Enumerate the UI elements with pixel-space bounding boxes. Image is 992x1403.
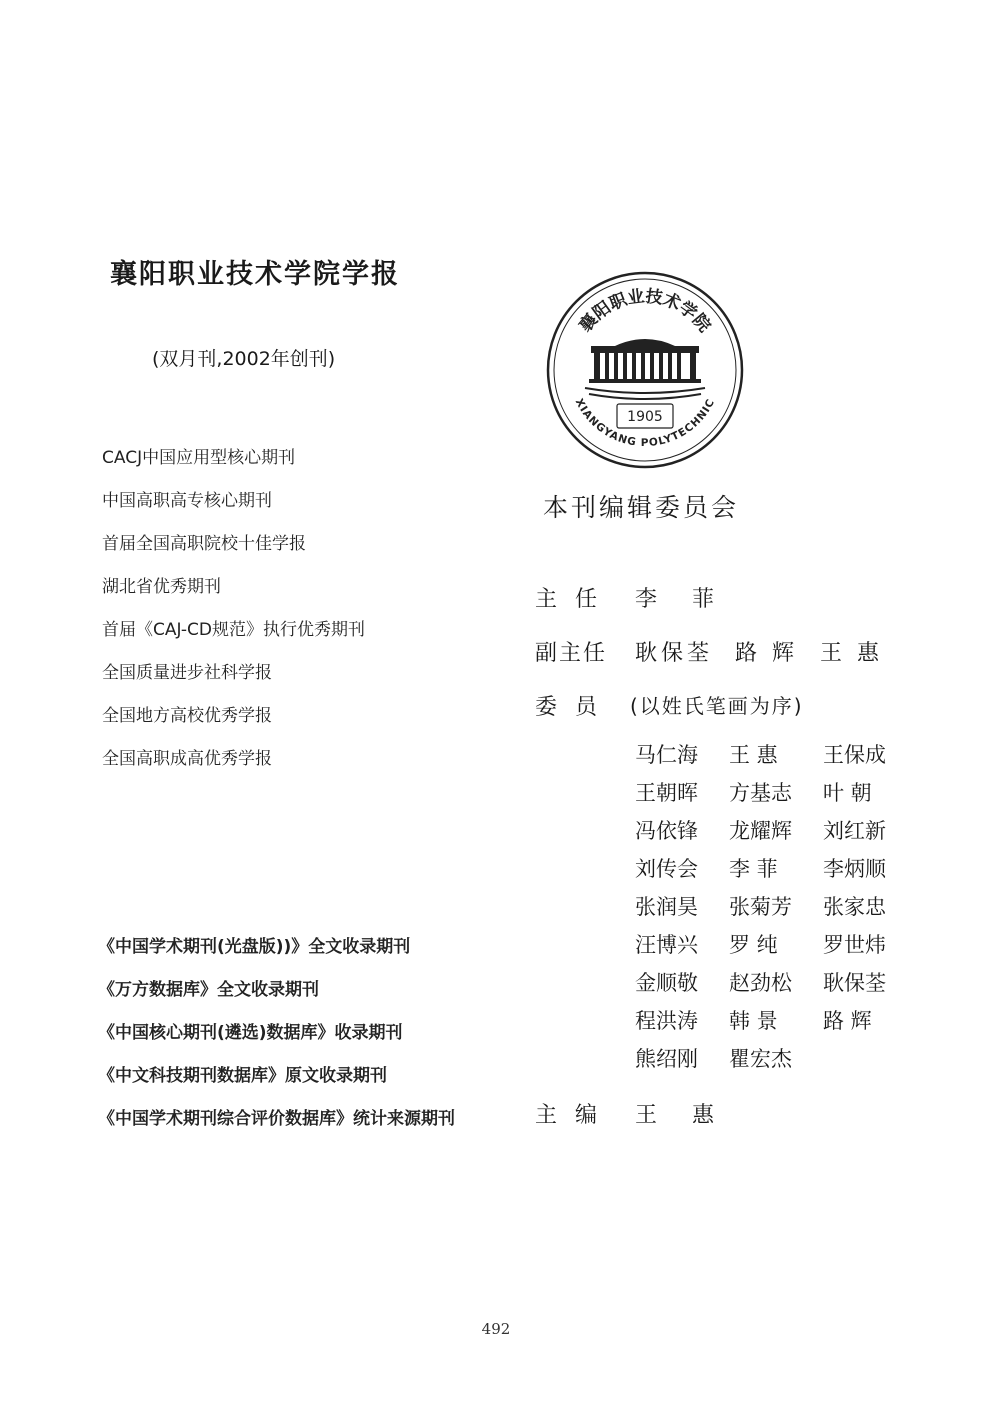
honor-item: 首届全国高职院校十佳学报	[102, 534, 306, 554]
journal-subtitle: (双月刊,2002年创刊)	[152, 348, 336, 370]
member-name: 刘传会	[635, 857, 698, 881]
deputy-names: 耿保荃 路 辉 王 惠	[635, 641, 883, 666]
database-item: 《中国学术期刊综合评价数据库》统计来源期刊	[98, 1109, 455, 1129]
deputy-label: 副主任	[535, 641, 608, 666]
member-name: 金顺敬	[635, 971, 698, 995]
honor-item: 全国质量进步社科学报	[102, 663, 272, 683]
members-label: 委员	[535, 695, 616, 720]
honor-item: CACJ中国应用型核心期刊	[102, 448, 296, 468]
seal-top-text: 襄阳职业技术学院	[575, 286, 715, 337]
seal-year: 1905	[627, 409, 663, 425]
member-name: 耿保荃	[823, 971, 886, 995]
college-seal-logo	[545, 270, 745, 470]
page-number: 492	[481, 1320, 511, 1338]
member-list	[635, 740, 917, 1074]
honor-item: 全国地方高校优秀学报	[102, 706, 272, 726]
member-name: 赵劲松	[729, 971, 792, 995]
member-name: 汪博兴	[635, 933, 698, 957]
member-name: 王朝晖	[635, 781, 698, 805]
honor-item: 全国高职成高优秀学报	[102, 749, 272, 769]
member-name: 方基志	[729, 781, 792, 805]
board-title: 本刊编辑委员会	[543, 493, 740, 522]
database-item: 《中文科技期刊数据库》原文收录期刊	[98, 1066, 387, 1086]
director-name: 李 菲	[635, 587, 728, 612]
database-item: 《中国核心期刊(遴选)数据库》收录期刊	[98, 1023, 403, 1043]
editor-label: 主编	[535, 1103, 616, 1128]
member-name: 龙耀辉	[729, 819, 792, 843]
database-item: 《万方数据库》全文收录期刊	[98, 980, 319, 1000]
journal-title: 襄阳职业技术学院学报	[110, 259, 400, 290]
member-name: 路 辉	[823, 1009, 872, 1033]
member-name: 李 菲	[729, 857, 778, 881]
member-name: 熊绍刚	[635, 1047, 698, 1071]
member-name: 王保成	[823, 743, 886, 767]
member-name: 韩 景	[729, 1009, 778, 1033]
member-name: 张润昊	[635, 895, 698, 919]
director-label: 主任	[535, 587, 616, 612]
member-name: 马仁海	[635, 743, 698, 767]
member-name: 王 惠	[729, 743, 778, 767]
editor-name: 王 惠	[635, 1103, 728, 1128]
member-name: 罗世炜	[823, 933, 886, 957]
member-name: 叶 朝	[823, 781, 872, 805]
member-name: 刘红新	[823, 819, 886, 843]
members-note: (以姓氏笔画为序)	[630, 694, 804, 718]
member-name: 瞿宏杰	[729, 1047, 792, 1071]
member-name: 程洪涛	[635, 1009, 698, 1033]
honor-item: 首届《CAJ-CD规范》执行优秀期刊	[102, 620, 366, 640]
member-name: 李炳顺	[823, 857, 886, 881]
seal-bottom-text: XIANGYANG POLYTECHNIC	[572, 396, 718, 450]
member-name: 冯依锋	[635, 819, 698, 843]
database-item: 《中国学术期刊(光盘版))》全文收录期刊	[98, 937, 411, 957]
member-name: 罗 纯	[729, 933, 778, 957]
building-icon	[585, 339, 705, 399]
member-name: 张菊芳	[729, 895, 792, 919]
honor-item: 湖北省优秀期刊	[102, 577, 221, 597]
honor-item: 中国高职高专核心期刊	[102, 491, 272, 511]
member-name: 张家忠	[823, 895, 886, 919]
